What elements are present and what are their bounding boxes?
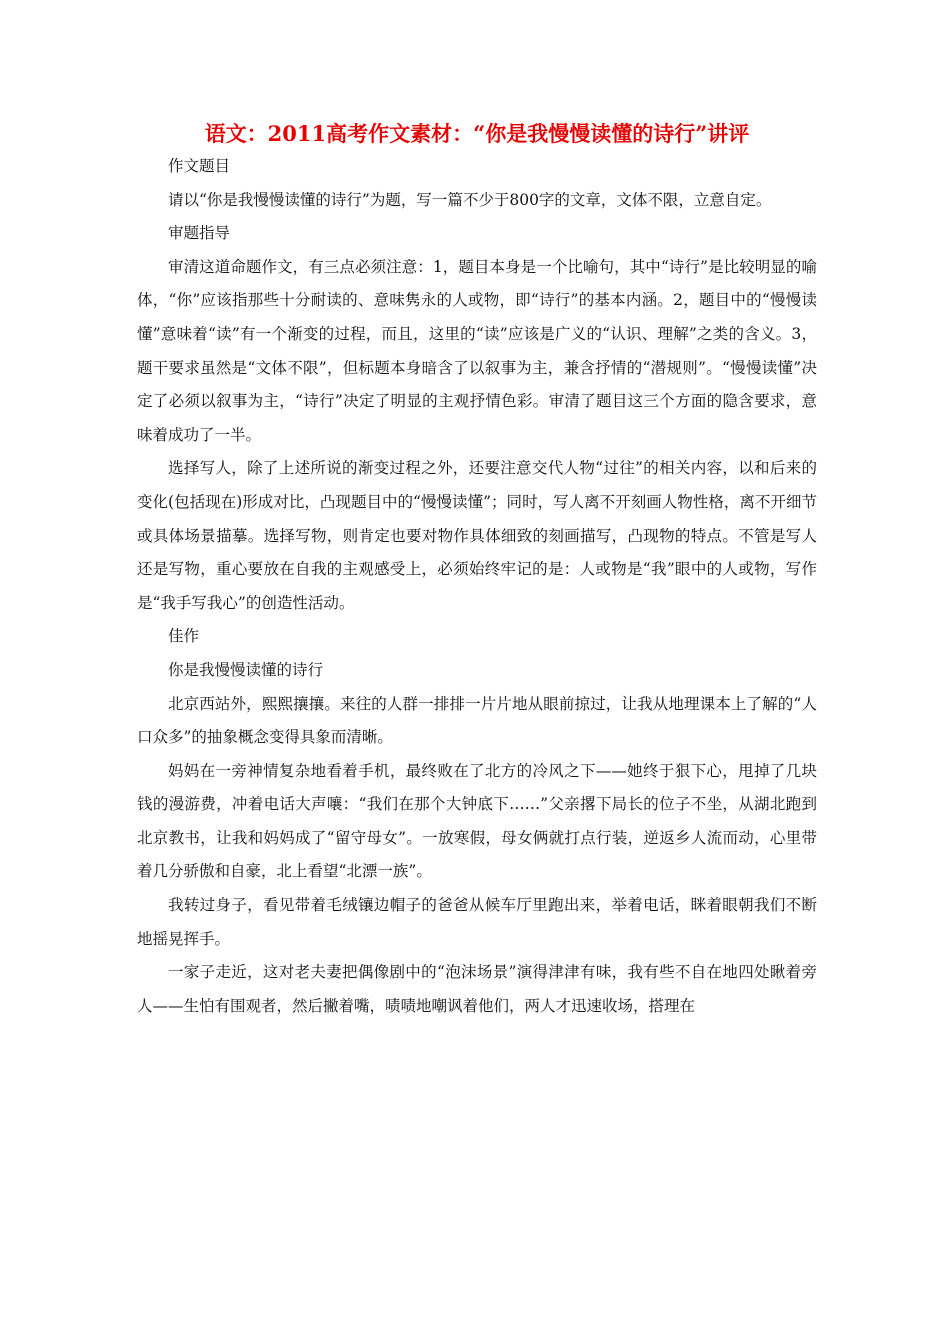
essay-paragraph-3: 我转过身子，看见带着毛绒镶边帽子的爸爸从候车厅里跑出来，举着电话，眯着眼朝我们不断地摇晃挥手。: [137, 896, 817, 948]
section-heading-essay: 佳作: [168, 627, 200, 646]
essay-paragraph-1: 北京西站外，熙熙攘攘。来往的人群一排排一片片地从眼前掠过，让我从地理课本上了解的“人口众多”的抽象概念变得具象而清晰。: [137, 694, 817, 747]
document-body: [137, 150, 817, 1023]
essay-title: 你是我慢慢读懂的诗行: [168, 660, 324, 679]
paragraph-prompt: 请以“你是我慢慢读懂的诗行”为题，写一篇不少于800字的文章，文体不限，立意自定。: [168, 190, 772, 209]
essay-paragraph-2: 妈妈在一旁神情复杂地看着手机，最终败在了北方的冷风之下——她终于狠下心，甩掉了几块钱的漫游费，冲着电话大声嚷：“我们在那个大钟底下……”父亲撂下局长的位子不坐，从湖北跑到北京教书，让我和妈妈成了“留守母女”。一放寒假，母女俩就打点行装，逆返乡人流而动，心里带着几分骄傲和自豪，北上看望“北漂一族”。: [137, 761, 817, 881]
section-heading-guidance: 审题指导: [168, 224, 231, 243]
essay-paragraph-4: 一家子走近，这对老夫妻把偶像剧中的“泡沫场景”演得津津有味，我有些不自在地四处瞅着旁人——生怕有围观者，然后撇着嘴，啧啧地嘲讽着他们，两人才迅速收场，搭理在: [137, 963, 817, 1015]
section-heading-topic: 作文题目: [168, 157, 231, 175]
paragraph-guidance-1: 审清这道命题作文，有三点必须注意：1，题目本身是一个比喻句，其中“诗行”是比较明显的喻体，“你”应该指那些十分耐读的、意味隽永的人或物，即“诗行”的基本内涵。2，题目中的“慢慢读懂”意味着“读”有一个渐变的过程，而且，这里的“读”应该是广义的“认识、理解”之类的含义。3，题干要求虽然是“文体不限”，但标题本身暗含了以叙事为主，兼含抒情的“潜规则”。“慢慢读懂”决定了必须以叙事为主，“诗行”决定了明显的主观抒情色彩。审清了题目这三个方面的隐含要求，意味着成功了一半。: [137, 257, 817, 444]
document-title: 语文：2011高考作文素材：“你是我慢慢读懂的诗行”讲评: [204, 121, 750, 146]
document-page: [137, 118, 817, 1023]
paragraph-guidance-2: 选择写人，除了上述所说的渐变过程之外，还要注意交代人物“过往”的相关内容，以和后来的变化(包括现在)形成对比，凸现题目中的“慢慢读懂”；同时，写人离不开刻画人物性格，离不开细节或具体场景描摹。选择写物，则肯定也要对物作具体细致的刻画描写，凸现物的特点。不管是写人还是写物，重心要放在自我的主观感受上，必须始终牢记的是：人或物是“我”眼中的人或物，写作是“我手写我心”的创造性活动。: [137, 459, 817, 612]
